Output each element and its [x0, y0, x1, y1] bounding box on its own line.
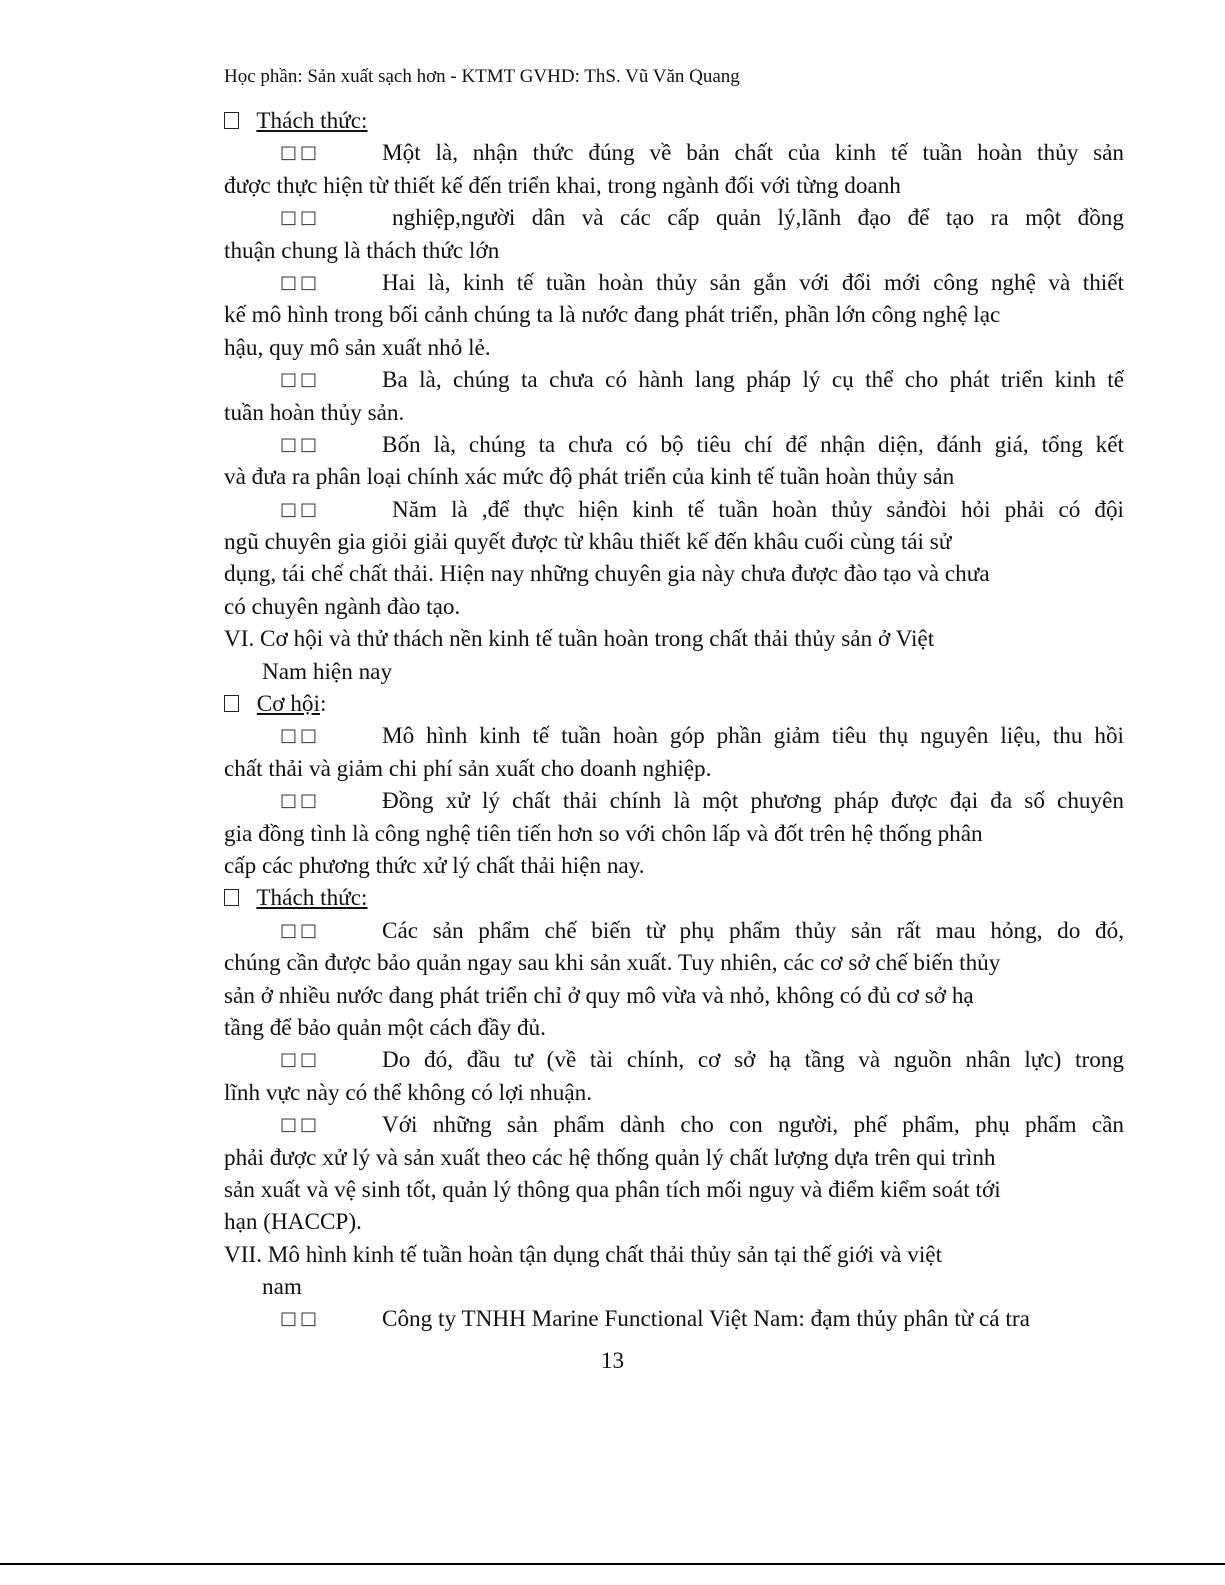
paragraph-line: sản ở nhiều nước đang phát triển chỉ ở quy mô vừa và nhỏ, không có đủ cơ sở hạ [224, 982, 974, 1009]
page-number: 13 [600, 1348, 625, 1374]
paragraph-line: phải được xử lý và sản xuất theo các hệ thống quản lý chất lượng dựa trên qui trình [224, 1144, 996, 1171]
list-item: □□ Một là, nhận thức đúng về bản chất của kinh tế tuần hoàn thủy sản [224, 137, 1124, 169]
bullet-icon: □□ [280, 271, 321, 293]
page-bottom-rule [0, 1563, 1225, 1565]
paragraph-line: hạn (HACCP). [224, 1209, 362, 1236]
section-heading-vii: VII. Mô hình kinh tế tuần hoàn tận dụng chất thải thủy sản tại thế giới và việt [224, 1241, 943, 1268]
list-item: □□ Hai là, kinh tế tuần hoàn thủy sản gắn với đổi mới công nghệ và thiết [224, 267, 1124, 299]
checkbox-icon [224, 112, 239, 129]
paragraph-line: chúng cần được bảo quản ngay sau khi sản xuất. Tuy nhiên, các cơ sở chế biến thủy [224, 950, 1001, 977]
bullet-icon: □□ [280, 1114, 321, 1136]
paragraph-line: lĩnh vực này có thể không có lợi nhuận. [224, 1079, 593, 1106]
section-heading-vii-cont: nam [262, 1274, 302, 1301]
checkbox-icon [224, 889, 239, 906]
bullet-icon: □□ [280, 725, 321, 747]
list-item: □□ Năm là ,để thực hiện kinh tế tuần hoàn thủy sảnđòi hỏi phải có đội [224, 494, 1124, 526]
checkbox-icon [224, 695, 239, 712]
list-item: □□ Bốn là, chúng ta chưa có bộ tiêu chí để nhận diện, đánh giá, tổng kết [224, 429, 1124, 461]
paragraph-line: tuần hoàn thủy sản. [224, 399, 405, 426]
list-item: □□ Các sản phẩm chế biến từ phụ phẩm thủy sản rất mau hỏng, do đó, [224, 915, 1124, 947]
subheading-challenges: Thách thức: [224, 105, 1124, 137]
paragraph-line: chất thải và giảm chi phí sản xuất cho doanh nghiệp. [224, 755, 712, 782]
paragraph-line: kế mô hình trong bối cảnh chúng ta là nước đang phát triển, phần lớn công nghệ lạc [224, 302, 1001, 329]
bullet-icon: □□ [280, 790, 321, 812]
bullet-icon: □□ [280, 433, 321, 455]
paragraph-line: cấp các phương thức xử lý chất thải hiện nay. [224, 852, 645, 879]
bullet-icon: □□ [280, 919, 321, 941]
bullet-icon: □□ [280, 142, 321, 164]
subheading-opportunities: Cơ hội: [224, 688, 1124, 720]
list-item: □□ Đồng xử lý chất thải chính là một phương pháp được đại đa số chuyên [224, 785, 1124, 817]
list-item: □□ Mô hình kinh tế tuần hoàn góp phần giảm tiêu thụ nguyên liệu, thu hồi [224, 720, 1124, 752]
subheading-challenges: Thách thức: [224, 882, 1124, 914]
list-item: □□ Ba là, chúng ta chưa có hành lang pháp lý cụ thể cho phát triển kinh tế [224, 364, 1124, 396]
bullet-icon: □□ [280, 1308, 321, 1330]
list-item: □□ Với những sản phẩm dành cho con người, phế phẩm, phụ phẩm cần [224, 1109, 1124, 1141]
paragraph-line: thuận chung là thách thức lớn [224, 237, 500, 264]
paragraph-line: được thực hiện từ thiết kế đến triển khai, trong ngành đối với từng doanh [224, 172, 901, 199]
paragraph-line: ngũ chuyên gia giỏi giải quyết được từ khâu thiết kế đến khâu cuối cùng tái sử [224, 529, 952, 556]
list-item: □□ nghiệp,người dân và các cấp quản lý,lãnh đạo để tạo ra một đồng [224, 202, 1124, 234]
document-body [224, 105, 1124, 1336]
bullet-icon: □□ [280, 498, 321, 520]
page-header: Học phần: Sản xuất sạch hơn - KTMT GVHD: ThS. Vũ Văn Quang [224, 66, 740, 87]
paragraph-line: sản xuất và vệ sinh tốt, quản lý thông qua phân tích mối nguy và điểm kiểm soát tới [224, 1176, 1001, 1203]
list-item: □□ Công ty TNHH Marine Functional Việt Nam: đạm thủy phân từ cá tra [224, 1303, 1124, 1335]
paragraph-line: hậu, quy mô sản xuất nhỏ lẻ. [224, 334, 491, 361]
paragraph-line: dụng, tái chế chất thải. Hiện nay những chuyên gia này chưa được đào tạo và chưa [224, 561, 990, 588]
paragraph-line: và đưa ra phân loại chính xác mức độ phát triển của kinh tế tuần hoàn thủy sản [224, 464, 955, 491]
paragraph-line: có chuyên ngành đào tạo. [224, 593, 461, 620]
bullet-icon: □□ [280, 1049, 321, 1071]
paragraph-line: tầng để bảo quản một cách đầy đủ. [224, 1014, 546, 1041]
section-heading-vi-cont: Nam hiện nay [262, 658, 393, 685]
list-item: □□ Do đó, đầu tư (về tài chính, cơ sở hạ tầng và nguồn nhân lực) trong [224, 1044, 1124, 1076]
bullet-icon: □□ [280, 369, 321, 391]
paragraph-line: gia đồng tình là công nghệ tiên tiến hơn so với chôn lấp và đốt trên hệ thống phân [224, 820, 983, 847]
section-heading-vi: VI. Cơ hội và thử thách nền kinh tế tuần hoàn trong chất thải thủy sản ở Việt [224, 626, 935, 653]
bullet-icon: □□ [280, 207, 321, 229]
